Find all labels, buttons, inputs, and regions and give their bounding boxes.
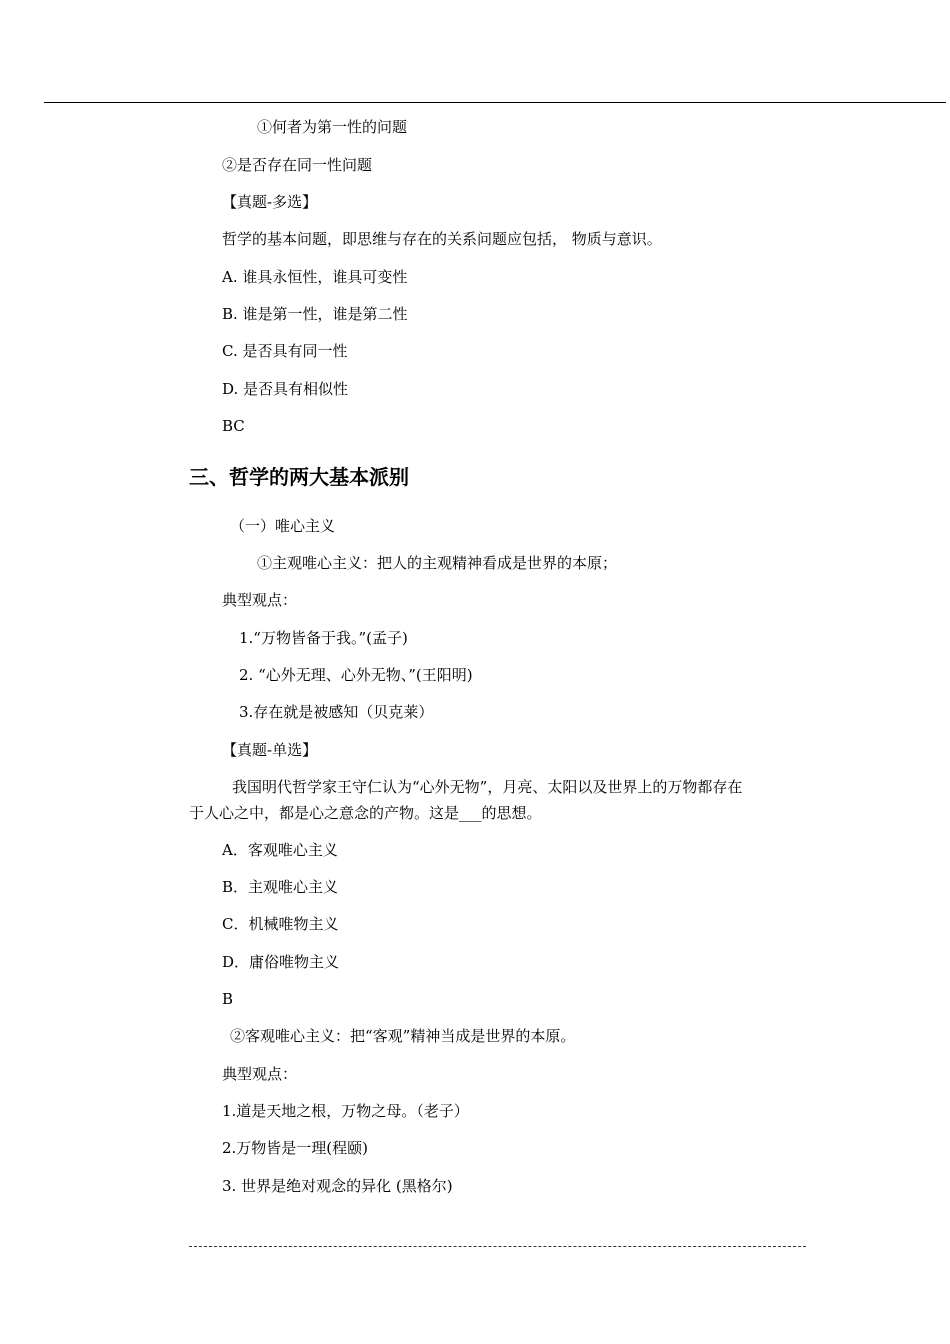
view-item-6: 3. 世界是绝对观念的异化 (黑格尔) <box>222 1177 453 1195</box>
view-item-5: 2.万物皆是一理(程颐) <box>222 1139 369 1157</box>
option-a-2: A．客观唯心主义 <box>222 841 338 859</box>
problem-item-2: ②是否存在同一性问题 <box>222 156 373 174</box>
problem-item-1: ①何者为第一性的问题 <box>257 118 408 136</box>
option-c-1: C. 是否具有同一性 <box>222 342 348 360</box>
subjective-idealism-definition: ①主观唯心主义：把人的主观精神看成是世界的本原； <box>257 554 618 572</box>
section-heading: 三、哲学的两大基本派别 <box>189 465 409 489</box>
question-tag-multi: 【真题-多选】 <box>222 193 318 211</box>
footer-dashed-rule <box>189 1246 806 1247</box>
view-item-3: 3.存在就是被感知（贝克莱） <box>239 703 434 721</box>
view-item-1: 1.“万物皆备于我。”(孟子) <box>239 629 408 647</box>
objective-idealism-definition: ②客观唯心主义：把“客观”精神当成是世界的本原。 <box>230 1027 576 1045</box>
option-b-1: B. 谁是第一性，谁是第二性 <box>222 305 408 323</box>
typical-views-label-2: 典型观点： <box>222 1065 298 1083</box>
answer-1: BC <box>222 417 245 435</box>
question-stem-2-line-1: 我国明代哲学家王守仁认为“心外无物”，月亮、太阳以及世界上的万物都存在 <box>232 778 743 796</box>
answer-2: B <box>222 990 234 1008</box>
header-rule <box>44 102 946 103</box>
option-c-2: C．机械唯物主义 <box>222 915 339 933</box>
option-d-2: D．庸俗唯物主义 <box>222 953 340 971</box>
option-d-1: D. 是否具有相似性 <box>222 380 349 398</box>
question-stem-2-line-2: 于人心之中，都是心之意念的产物。这是___的思想。 <box>189 804 542 822</box>
question-stem-1: 哲学的基本问题，即思维与存在的关系问题应包括， 物质与意识。 <box>222 230 662 248</box>
view-item-4: 1.道是天地之根，万物之母。（老子） <box>222 1102 469 1120</box>
option-a-1: A. 谁具永恒性，谁具可变性 <box>222 268 408 286</box>
typical-views-label-1: 典型观点： <box>222 591 298 609</box>
question-tag-single: 【真题-单选】 <box>222 741 318 759</box>
subsection-title: （一）唯心主义 <box>230 517 336 535</box>
view-item-2: 2. “心外无理、心外无物、”(王阳明) <box>239 666 473 684</box>
option-b-2: B．主观唯心主义 <box>222 878 339 896</box>
